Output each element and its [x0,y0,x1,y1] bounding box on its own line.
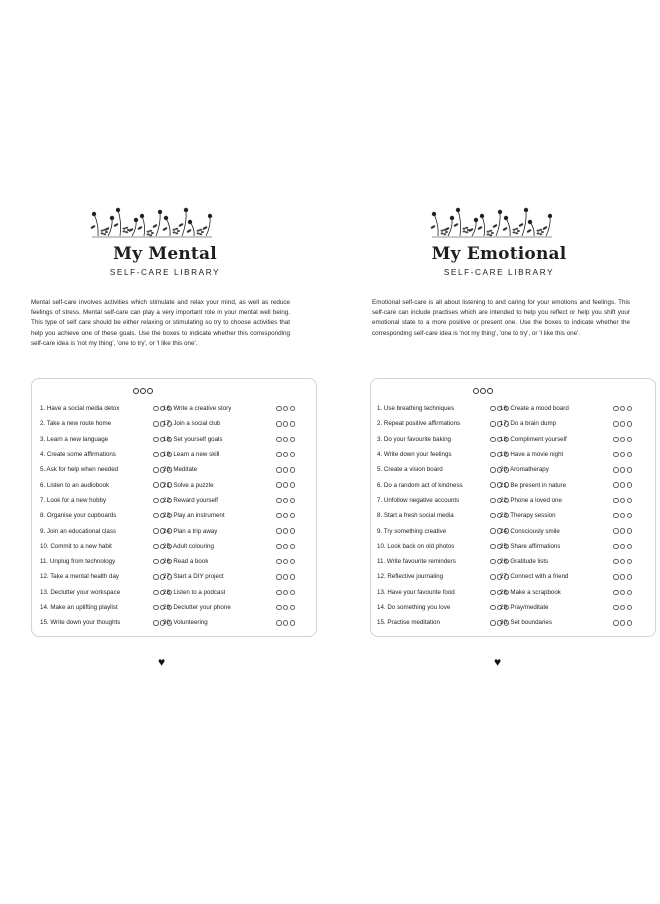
rating-not-my-thing-checkbox[interactable] [490,467,495,472]
rating-like-this-one-checkbox[interactable] [627,467,632,472]
checklist-item-label: 29. Pray/meditate [500,604,549,611]
checklist-item [40,508,174,523]
rating-like-this-one-checkbox[interactable] [627,421,632,426]
checklist-item-label: 19. Learn a new skill [163,451,220,459]
rating-like-this-one-checkbox[interactable] [290,620,295,625]
checklist-item [377,615,511,630]
rating-one-to-try-checkbox[interactable] [283,574,288,579]
rating-like-this-one-checkbox[interactable] [627,482,632,487]
rating-one-to-try-checkbox[interactable] [620,482,625,487]
checklist-item [40,600,174,615]
rating-not-my-thing-checkbox[interactable] [490,452,495,457]
rating-like-this-one-checkbox[interactable] [627,406,632,411]
rating-one-to-try-checkbox[interactable] [283,620,288,625]
rating-one-to-try-checkbox[interactable] [620,437,625,442]
checklist-item [377,477,511,492]
page-subtitle: SELF-CARE LIBRARY [109,268,221,277]
rating-not-my-thing-checkbox[interactable] [613,559,618,564]
rating-not-my-thing-checkbox[interactable] [276,437,281,442]
checklist-item [163,508,297,523]
rating-one-to-try-checkbox[interactable] [283,605,288,610]
checklist-item [40,432,174,447]
rating-checkboxes [276,452,295,457]
rating-not-my-thing-checkbox[interactable] [490,498,495,503]
rating-one-to-try-checkbox[interactable] [620,513,625,518]
rating-checkboxes [276,437,295,442]
checklist-item-label: 22. Phone a loved one [500,496,562,504]
rating-like-this-one-checkbox[interactable] [627,574,632,579]
rating-not-my-thing-checkbox[interactable] [490,574,495,579]
rating-not-my-thing-checkbox[interactable] [613,574,618,579]
rating-not-my-thing-checkbox[interactable] [153,421,158,426]
checklist-item-label: 11. Write favourite reminders [377,558,456,566]
rating-checkboxes [613,574,632,579]
rating-one-to-try-checkbox[interactable] [620,544,625,549]
rating-not-my-thing-checkbox[interactable] [276,544,281,549]
rating-checkboxes [613,452,632,457]
rating-checkboxes [276,574,295,579]
rating-one-to-try-checkbox[interactable] [620,605,625,610]
checklist-item-label: 16. Create a mood board [500,405,569,413]
checklist-item [500,585,634,600]
rating-not-my-thing-checkbox[interactable] [276,559,281,564]
checklist-item [40,569,174,584]
rating-not-my-thing-checkbox[interactable] [153,574,158,579]
rating-not-my-thing-checkbox[interactable] [490,482,495,487]
floral-illustration [60,206,240,244]
rating-not-my-thing-checkbox[interactable] [490,559,495,564]
rating-like-this-one-checkbox[interactable] [290,467,295,472]
checklist-item [40,585,174,600]
rating-one-to-try-checkbox[interactable] [620,452,625,457]
checklist-item [500,401,634,416]
rating-not-my-thing-checkbox[interactable] [613,620,618,625]
rating-not-my-thing-checkbox[interactable] [276,513,281,518]
checklist-item [163,569,297,584]
rating-like-this-one-checkbox[interactable] [290,406,295,411]
checklist-item-label: 26. Read a book [163,558,209,566]
rating-like-this-one-checkbox[interactable] [627,513,632,518]
checklist-item [377,539,511,554]
checklist-item-label: 11. Unplug from technology [40,558,116,566]
checklist-item-label: 9. Join an educational class [40,527,117,535]
checklist-item [163,493,297,508]
checklist-item-label: 9. Try something creative [377,527,447,535]
checklist-item-label: 20. Aromatherapy [500,466,549,474]
checklist-item-label: 27. Connect with a friend [500,573,569,581]
rating-checkboxes [613,406,632,411]
checklist-column-1 [40,401,174,630]
rating-not-my-thing-checkbox[interactable] [490,528,495,533]
checklist-item-label: 24. Consciously smile [500,527,560,535]
rating-not-my-thing-checkbox[interactable] [613,421,618,426]
rating-checkboxes [276,482,295,487]
rating-one-to-try-checkbox[interactable] [283,421,288,426]
checklist-item [163,523,297,538]
rating-like-this-one-checkbox[interactable] [627,498,632,503]
rating-one-to-try-checkbox[interactable] [620,406,625,411]
checklist-item-label: 26. Gratitude lists [500,558,549,566]
checklist-item-label: 7. Unfollow negative accounts [377,496,460,504]
page-title: My Mental [113,244,217,264]
rating-like-this-one-checkbox[interactable] [627,590,632,595]
rating-like-this-one-checkbox[interactable] [627,437,632,442]
checklist-item [377,523,511,538]
checklist-item-label: 8. Start a fresh social media [377,512,454,520]
rating-not-my-thing-checkbox[interactable] [153,528,158,533]
rating-one-to-try-checkbox[interactable] [620,559,625,564]
rating-checkboxes [276,590,295,595]
rating-not-my-thing-checkbox[interactable] [153,498,158,503]
rating-not-my-thing-checkbox[interactable] [153,590,158,595]
rating-checkboxes [613,482,632,487]
rating-one-to-try-checkbox[interactable] [283,437,288,442]
rating-not-my-thing-checkbox[interactable] [613,452,618,457]
checklist-item-label: 6. Do a random act of kindness [377,481,463,489]
rating-one-to-try-checkbox[interactable] [620,498,625,503]
checklist-item [163,432,297,447]
rating-checkboxes [276,467,295,472]
checklist-item [377,432,511,447]
rating-checkboxes [613,559,632,564]
checklist-item [377,554,511,569]
checklist-item-label: 21. Be present in nature [500,481,567,489]
checklist-item [40,401,174,416]
rating-like-this-one-checkbox[interactable] [290,574,295,579]
rating-checkboxes [276,559,295,564]
checklist-item [377,462,511,477]
rating-checkboxes [276,421,295,426]
checklist-item-label: 27. Start a DIY project [163,573,224,581]
rating-one-to-try-checkbox[interactable] [283,590,288,595]
checklist-item-label: 20. Meditate [163,466,198,474]
checklist-column-2 [500,401,634,630]
checklist-item-label: 2. Take a new route home [40,420,112,428]
rating-one-to-try-checkbox[interactable] [620,467,625,472]
rating-not-my-thing-checkbox[interactable] [153,544,158,549]
checklist-item-label: 28. Make a scrapbook [500,588,561,596]
rating-checkboxes [613,605,632,610]
rating-not-my-thing-checkbox[interactable] [490,620,495,625]
checklist-item [40,523,174,538]
checklist-item [500,554,634,569]
checklist-item-label: 16. Write a creative story [163,405,232,413]
checklist-item-label: 17. Join a social club [163,420,221,428]
checklist-item-label: 21. Solve a puzzle [163,481,214,489]
rating-not-my-thing-checkbox[interactable] [153,620,158,625]
rating-checkboxes [613,528,632,533]
checklist-item [500,462,634,477]
checklist-item [40,539,174,554]
rating-one-to-try-checkbox[interactable] [620,421,625,426]
checklist-item [377,447,511,462]
rating-not-my-thing-checkbox[interactable] [490,513,495,518]
checklist-item-label: 2. Repeat positive affirmations [377,420,461,428]
heart-icon: ♥ [494,655,502,669]
rating-checkboxes [613,544,632,549]
rating-one-to-try-checkbox[interactable] [283,498,288,503]
rating-checkboxes [613,467,632,472]
rating-not-my-thing-checkbox[interactable] [276,452,281,457]
rating-not-my-thing-checkbox[interactable] [276,406,281,411]
checklist-item-label: 18. Compliment yourself [500,435,567,443]
checklist-item-label: 8. Organise your cupboards [40,512,117,520]
checklist-item [500,493,634,508]
checklist-item [500,477,634,492]
rating-legend-icons [133,386,153,395]
rating-not-my-thing-checkbox[interactable] [276,620,281,625]
checklist-item [163,554,297,569]
checklist-item [500,539,634,554]
checklist-item-label: 18. Set yourself goals [163,435,223,443]
checklist-item-label: 24. Plan a trip away [163,527,218,535]
rating-checkboxes [276,605,295,610]
rating-checkboxes [613,498,632,503]
rating-not-my-thing-checkbox[interactable] [276,482,281,487]
emotional-self-care-page [330,0,660,904]
rating-not-my-thing-checkbox[interactable] [613,498,618,503]
checklist-item [163,416,297,431]
rating-one-to-try-checkbox[interactable] [620,620,625,625]
rating-not-my-thing-checkbox[interactable] [613,482,618,487]
checklist-item-label: 25. Share affirmations [500,542,561,550]
checklist-item [500,600,634,615]
checklist-item-label: 28. Listen to a podcast [163,588,226,596]
rating-not-my-thing-checkbox[interactable] [490,544,495,549]
rating-like-this-one-checkbox[interactable] [290,605,295,610]
checklist-item [500,523,634,538]
checklist-item-label: 23. Play an instrument [163,512,225,520]
rating-checkboxes [613,513,632,518]
rating-like-this-one-checkbox[interactable] [627,452,632,457]
rating-like-this-one-checkbox[interactable] [627,528,632,533]
rating-not-my-thing-checkbox[interactable] [153,406,158,411]
checklist-item-label: 12. Reflective journaling [377,573,444,581]
checklist-item [377,569,511,584]
rating-not-my-thing-checkbox[interactable] [490,421,495,426]
checklist-item-label: 19. Have a movie night [500,451,564,459]
checklist-item [163,462,297,477]
checklist-item [500,432,634,447]
rating-checkboxes [276,406,295,411]
rating-like-this-one-checkbox[interactable] [627,544,632,549]
rating-not-my-thing-checkbox[interactable] [276,528,281,533]
rating-not-my-thing-checkbox[interactable] [613,528,618,533]
rating-one-to-try-checkbox[interactable] [620,590,625,595]
rating-not-my-thing-checkbox[interactable] [153,605,158,610]
rating-not-my-thing-checkbox[interactable] [276,605,281,610]
rating-like-this-one-checkbox[interactable] [290,513,295,518]
rating-checkboxes [613,590,632,595]
rating-not-my-thing-checkbox[interactable] [490,605,495,610]
checklist-item [500,569,634,584]
checklist-item-label: 4. Create some affirmations [40,451,116,459]
rating-not-my-thing-checkbox[interactable] [613,406,618,411]
rating-one-to-try-checkbox[interactable] [283,528,288,533]
checklist-item-label: 10. Commit to a new habit [40,542,112,550]
rating-not-my-thing-checkbox[interactable] [490,437,495,442]
checklist-item-label: 14. Make an uplifting playlist [40,604,118,611]
rating-like-this-one-checkbox[interactable] [627,559,632,564]
rating-not-my-thing-checkbox[interactable] [153,559,158,564]
rating-one-to-try-checkbox[interactable] [283,559,288,564]
checklist-item-label: 7. Look for a new hobby [40,496,107,504]
checklist-item [163,585,297,600]
rating-like-this-one-checkbox[interactable] [627,620,632,625]
checklist-item-label: 1. Use breathing techniques [377,405,455,413]
rating-like-this-one-checkbox[interactable] [290,452,295,457]
checklist-item-label: 1. Have a social media detox [40,405,120,413]
checklist-item [40,447,174,462]
rating-like-this-one-checkbox[interactable] [290,498,295,503]
checklist-item [163,447,297,462]
rating-checkboxes [276,544,295,549]
rating-checkboxes [613,421,632,426]
rating-not-my-thing-checkbox[interactable] [276,574,281,579]
rating-not-my-thing-checkbox[interactable] [276,467,281,472]
checklist-item-label: 29. Declutter your phone [163,604,231,611]
rating-one-to-try-checkbox[interactable] [283,467,288,472]
rating-like-this-one-checkbox[interactable] [290,482,295,487]
rating-one-to-try-checkbox[interactable] [283,452,288,457]
checklist-item [40,615,174,630]
floral-illustration [400,206,580,244]
checklist-column-2 [163,401,297,630]
checklist-item [163,401,297,416]
rating-not-my-thing-checkbox[interactable] [613,590,618,595]
checklist-item-label: 6. Listen to an audiobook [40,481,110,489]
checklist-item-label: 4. Write down your feelings [377,451,452,459]
checklist-item [40,477,174,492]
rating-not-my-thing-checkbox[interactable] [490,590,495,595]
rating-one-to-try-checkbox[interactable] [283,513,288,518]
checklist-item [163,539,297,554]
rating-not-my-thing-checkbox[interactable] [613,437,618,442]
intro-paragraph: Emotional self-care is all about listening to and caring for your emotions and feelings. This self-care can include practises which are intended to help you reflect or help you shift your emotional state to a more positive or present one. Use the boxes to indicate whether the corresponding self-care idea is 'not my thing', 'one to try', or 'I like this one'. [372,299,630,337]
rating-one-to-try-checkbox[interactable] [283,406,288,411]
checklist-item [500,615,634,630]
checklist-item [377,401,511,416]
checklist-item-label: 15. Practise meditation [377,619,440,627]
checklist-item [40,493,174,508]
rating-not-my-thing-checkbox[interactable] [613,605,618,610]
checklist-item-label: 30. Volunteering [163,619,208,627]
rating-not-my-thing-checkbox[interactable] [276,498,281,503]
rating-not-my-thing-checkbox[interactable] [153,437,158,442]
rating-not-my-thing-checkbox[interactable] [613,513,618,518]
rating-one-to-try-checkbox[interactable] [620,528,625,533]
checklist-item [377,416,511,431]
rating-checkboxes [276,528,295,533]
rating-not-my-thing-checkbox[interactable] [276,590,281,595]
checklist-item [163,615,297,630]
checklist-item [377,585,511,600]
rating-legend-icons [473,386,493,395]
rating-not-my-thing-checkbox[interactable] [613,544,618,549]
checklist-item-label: 12. Take a mental health day [40,573,120,581]
checklist-item-label: 3. Learn a new language [40,435,109,443]
checklist-item [163,477,297,492]
checklist-item-label: 5. Ask for help when needed [40,466,119,474]
checklist-item-label: 10. Look back on old photos [377,542,455,550]
rating-not-my-thing-checkbox[interactable] [153,513,158,518]
checklist-item-label: 17. Do a brain dump [500,420,557,428]
rating-not-my-thing-checkbox[interactable] [490,406,495,411]
checklist-item-label: 5. Create a vision board [377,466,443,474]
rating-like-this-one-checkbox[interactable] [290,528,295,533]
rating-like-this-one-checkbox[interactable] [290,559,295,564]
checklist-item-label: 14. Do something you love [377,604,451,611]
rating-checkboxes [276,498,295,503]
intro-paragraph: Mental self-care involves activities which stimulate and relax your mind, as well as reduce feelings of stress. Mental self-care can play a very important role in your mental well being. This type of self care should be either relaxing or stimulating so try to choose activities that help you achieve one of these goals. Use the boxes to indicate whether this corresponding self-care idea is 'not my thing', 'one to try', or 'I like this one'. [31,299,290,347]
page-title: My Emotional [431,244,567,264]
checklist-item [163,600,297,615]
rating-one-to-try-checkbox[interactable] [283,482,288,487]
checklist-column-1 [377,401,511,630]
rating-like-this-one-checkbox[interactable] [290,590,295,595]
rating-one-to-try-checkbox[interactable] [283,544,288,549]
rating-like-this-one-checkbox[interactable] [290,544,295,549]
checklist-item [40,416,174,431]
rating-checkboxes [276,620,295,625]
checklist-item [40,462,174,477]
rating-checkboxes [276,513,295,518]
rating-not-my-thing-checkbox[interactable] [276,421,281,426]
rating-like-this-one-checkbox[interactable] [627,605,632,610]
checklist-item [377,600,511,615]
rating-not-my-thing-checkbox[interactable] [153,482,158,487]
heart-icon: ♥ [158,655,166,669]
checklist-item [500,416,634,431]
checklist-item-label: 25. Adult colouring [163,542,214,550]
page-subtitle: SELF-CARE LIBRARY [443,268,555,277]
rating-not-my-thing-checkbox[interactable] [153,452,158,457]
checklist-item [377,493,511,508]
rating-checkboxes [613,437,632,442]
checklist-item-label: 15. Write down your thoughts [40,619,121,627]
rating-checkboxes [613,620,632,625]
rating-like-this-one-checkbox[interactable] [290,437,295,442]
checklist-item [377,508,511,523]
checklist-item [500,508,634,523]
checklist-item [500,447,634,462]
checklist-item-label: 3. Do your favourite baking [377,435,451,443]
checklist-item-label: 30. Set boundaries [500,619,552,627]
checklist-item-label: 13. Declutter your workspace [40,588,121,596]
checklist-item-label: 22. Reward yourself [163,496,219,504]
checklist-item-label: 13. Have your favourite food [377,588,455,596]
checklist-item [40,554,174,569]
rating-like-this-one-checkbox[interactable] [290,421,295,426]
checklist-item-label: 23. Therapy session [500,512,556,520]
rating-one-to-try-checkbox[interactable] [620,574,625,579]
rating-not-my-thing-checkbox[interactable] [153,467,158,472]
rating-not-my-thing-checkbox[interactable] [613,467,618,472]
